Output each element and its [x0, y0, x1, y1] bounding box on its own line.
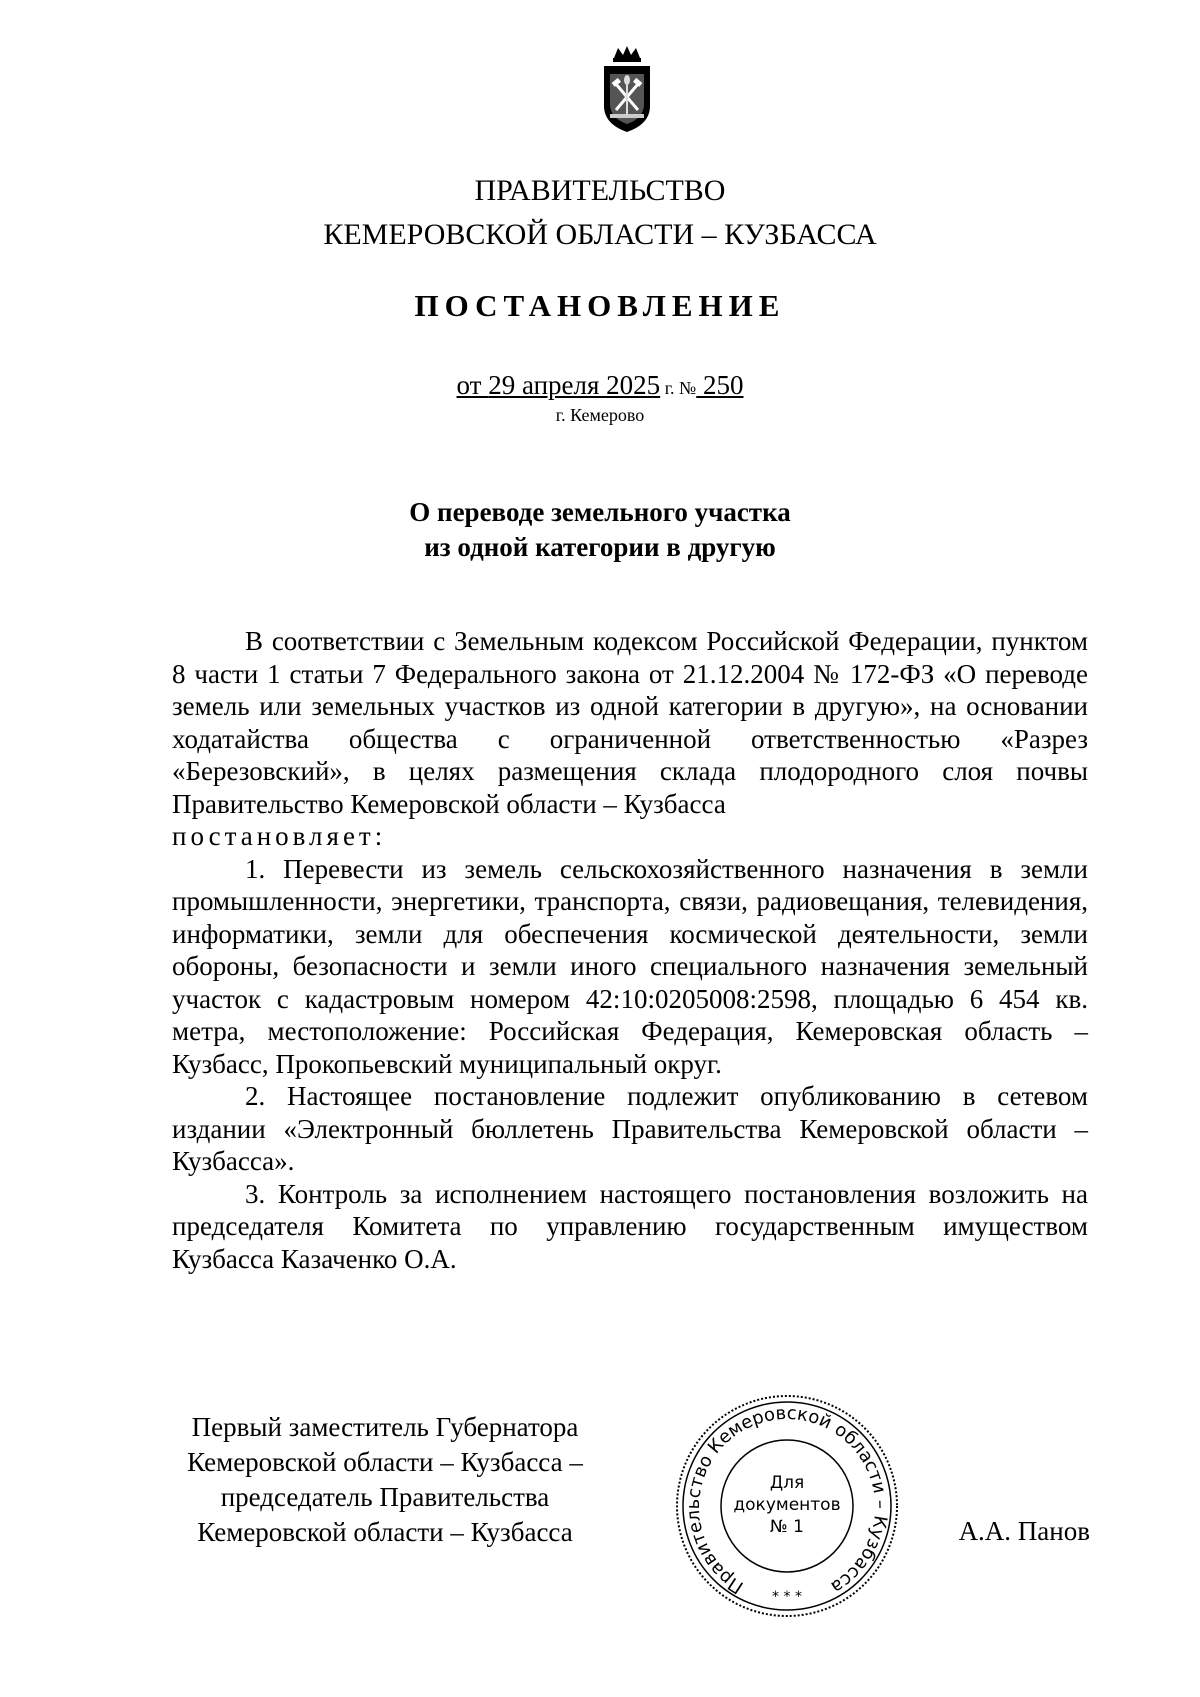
preamble-paragraph [172, 625, 1088, 853]
signer-name: А.А. Панов [958, 1516, 1090, 1546]
seal-stars: * * * [772, 1589, 802, 1605]
item-1: 1. Перевести из земель сельскохозяйственного назначения в земли промышленности, энергетики, транспорта, связи, радиовещания, телевидения, информатики, земли для обеспечения космической деятельности, земли обороны, безопасности и земли иного специального назначения земельный участок с кадастровым номером 42:10:0205008:2598, площадью 6 454 кв. метра, местоположение: Российская Федерация, Кемеровская область – Кузбасс, Прокопьевский муниципальный округ. [172, 853, 1088, 1079]
signatory-title [150, 1410, 620, 1550]
document-body [172, 625, 1088, 1275]
seal-ring-text: Правительство Кемеровской области – Кузбасса [682, 1402, 892, 1598]
issue-line [0, 372, 1200, 399]
subject-line2: из одной категории в другую [424, 532, 776, 562]
subject-line1: О переводе земельного участка [409, 497, 791, 527]
preamble-text: В соответствии с Земельным кодексом Российской Федерации, пунктом 8 части 1 статьи 7 Федерального закона от 21.12.2004 № 172-ФЗ «О переводе земель или земельных участков из одной категории в другую», на основании ходатайства общества с ограниченной ответственностью «Разрез «Березовский», в целях размещения склада плодородного слоя почвы Правительство Кемеровской области – Кузбасса [172, 626, 1088, 819]
document-type-title: ПОСТАНОВЛЕНИЕ [414, 288, 786, 323]
seal-center-line3: № 1 [770, 1517, 804, 1537]
issue-date: 29 апреля 2025 [488, 370, 661, 400]
signatory-title-line2: Кемеровской области – Кузбасса – [187, 1447, 583, 1477]
org-name-line2: КЕМЕРОВСКОЙ ОБЛАСТИ – КУЗБАССА [323, 218, 877, 251]
signatory-title-line1: Первый заместитель Губернатора [191, 1412, 579, 1442]
official-seal-stamp [672, 1390, 902, 1622]
document-subject [0, 495, 1200, 565]
seal-center-line1: Для [769, 1473, 805, 1493]
signatory-title-line3: председатель Правительства [220, 1482, 550, 1512]
signatory-title-line4: Кемеровской области – Кузбасса [197, 1517, 573, 1547]
org-name-line1: ПРАВИТЕЛЬСТВО [474, 174, 726, 207]
number-sign: № [679, 378, 697, 398]
issue-city: г. Кемерово [555, 405, 645, 425]
date-prefix: от [456, 370, 482, 400]
item-3: 3. Контроль за исполнением настоящего постановления возложить на председателя Комитета по управлению государственным имуществом Кузбасса Казаченко О.А. [172, 1178, 1088, 1274]
item-2: 2. Настоящее постановление подлежит опубликованию в сетевом издании «Электронный бюллетень Правительства Кемеровской области – Кузбасса». [172, 1081, 1088, 1176]
seal-center-line2: документов [733, 1495, 841, 1515]
year-suffix: г. [664, 378, 675, 398]
issue-number: 250 [702, 370, 744, 400]
decree-word: постановляет: [172, 821, 387, 851]
coat-of-arms-icon [596, 44, 658, 136]
